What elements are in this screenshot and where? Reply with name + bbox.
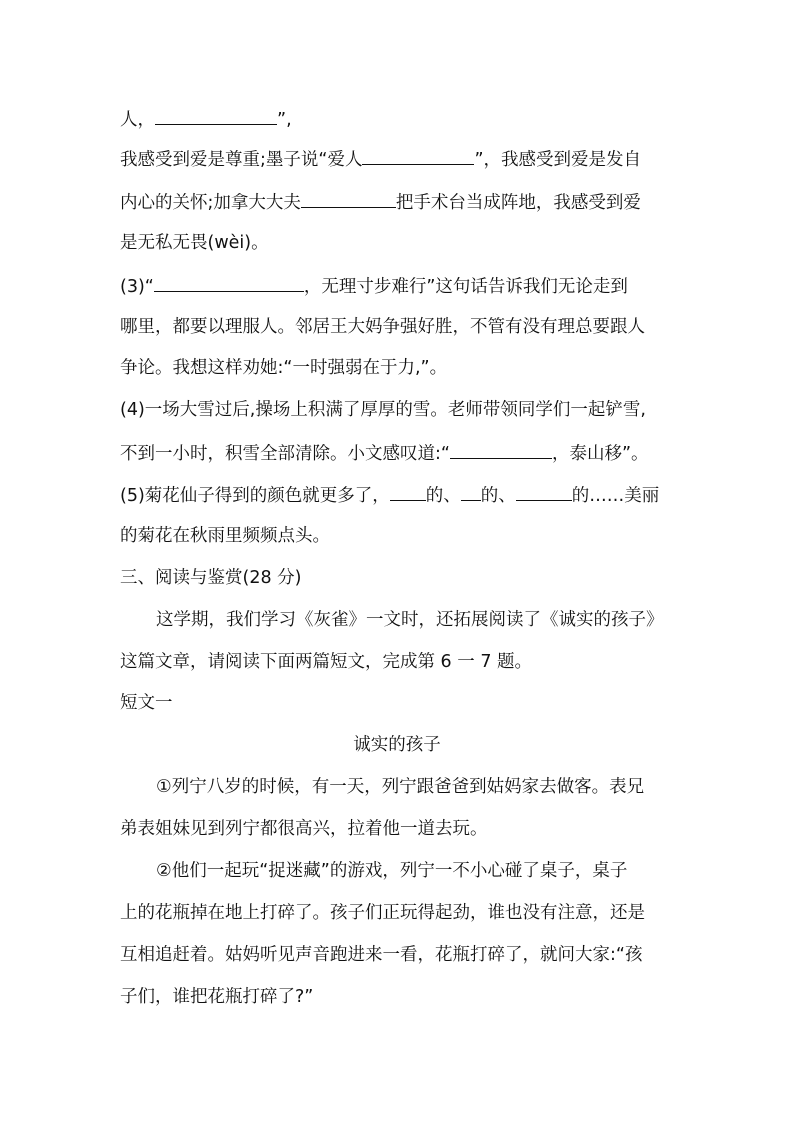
text-segment: ，泰山移”。 <box>551 444 649 464</box>
text-line: 争论。我想这样劝她:“一时强弱在于力,”。 <box>120 358 448 378</box>
answer-blank[interactable] <box>461 482 481 501</box>
section-heading: 三、阅读与鉴赏(28 分) <box>120 568 302 588</box>
passage-title: 诚实的孩子 <box>353 735 441 755</box>
answer-blank[interactable] <box>516 482 572 501</box>
text-line: 是无私无畏(wèi)。 <box>120 233 269 253</box>
text-segment: ”，我感受到爱是发自 <box>474 150 642 170</box>
text-line <box>120 146 641 172</box>
text-segment: (3)“ <box>120 277 154 297</box>
text-line: 哪里，都要以理服人。邻居王大妈争强好胜，不管有没有理总要跟人 <box>120 317 645 337</box>
text-segment: 我感受到爱是尊重;墨子说“爱人 <box>120 150 363 170</box>
text-line: 弟表姐妹见到列宁都很高兴，拉着他一道去玩。 <box>120 819 488 839</box>
text-segment: ”, <box>277 110 292 130</box>
text-segment: 的、 <box>480 486 516 506</box>
text-line <box>120 189 641 215</box>
text-line <box>120 482 659 508</box>
answer-blank[interactable] <box>301 189 396 208</box>
text-line: ②他们一起玩“捉迷藏”的游戏，列宁一不小心碰了桌子，桌子 <box>156 861 628 881</box>
answer-blank[interactable] <box>390 482 426 501</box>
answer-blank[interactable] <box>450 440 552 459</box>
passage-label: 短文一 <box>120 693 173 713</box>
text-segment: 的、 <box>425 486 461 506</box>
text-line: 这篇文章，请阅读下面两篇短文，完成第 6 一 7 题。 <box>120 652 533 672</box>
text-segment: 内心的关怀;加拿大大夫 <box>120 193 301 213</box>
text-line <box>120 440 649 466</box>
text-line: 子们，谁把花瓶打碎了?” <box>120 987 314 1007</box>
text-line: 上的花瓶掉在地上打碎了。孩子们正玩得起劲，谁也没有注意，还是 <box>120 903 645 923</box>
text-segment: 人， <box>120 110 155 130</box>
answer-blank[interactable] <box>362 146 474 165</box>
text-segment: 把手术台当成阵地，我感受到爱 <box>395 193 641 213</box>
text-segment: (5)菊花仙子得到的颜色就更多了， <box>120 486 390 506</box>
text-line: (4)一场大雪过后,操场上积满了厚厚的雪。老师带领同学们一起铲雪, <box>120 400 646 420</box>
answer-blank[interactable] <box>154 273 304 292</box>
text-line: 这学期，我们学习《灰雀》一文时，还拓展阅读了《诚实的孩子》 <box>156 610 664 630</box>
text-line: 互相追赶着。姑妈听见声音跑进来一看，花瓶打碎了，就问大家:“孩 <box>120 945 643 965</box>
text-segment: 的……美丽 <box>571 486 660 506</box>
text-segment: ，无理寸步难行”这句话告诉我们无论走到 <box>303 277 628 297</box>
answer-blank[interactable] <box>155 106 277 125</box>
text-line: ①列宁八岁的时候，有一天，列宁跟爸爸到姑妈家去做客。表兄 <box>156 777 645 797</box>
text-line <box>120 273 628 299</box>
text-segment: 不到一小时，积雪全部清除。小文感叹道:“ <box>120 444 450 464</box>
text-line <box>120 106 292 132</box>
text-line: 的菊花在秋雨里频频点头。 <box>120 526 330 546</box>
